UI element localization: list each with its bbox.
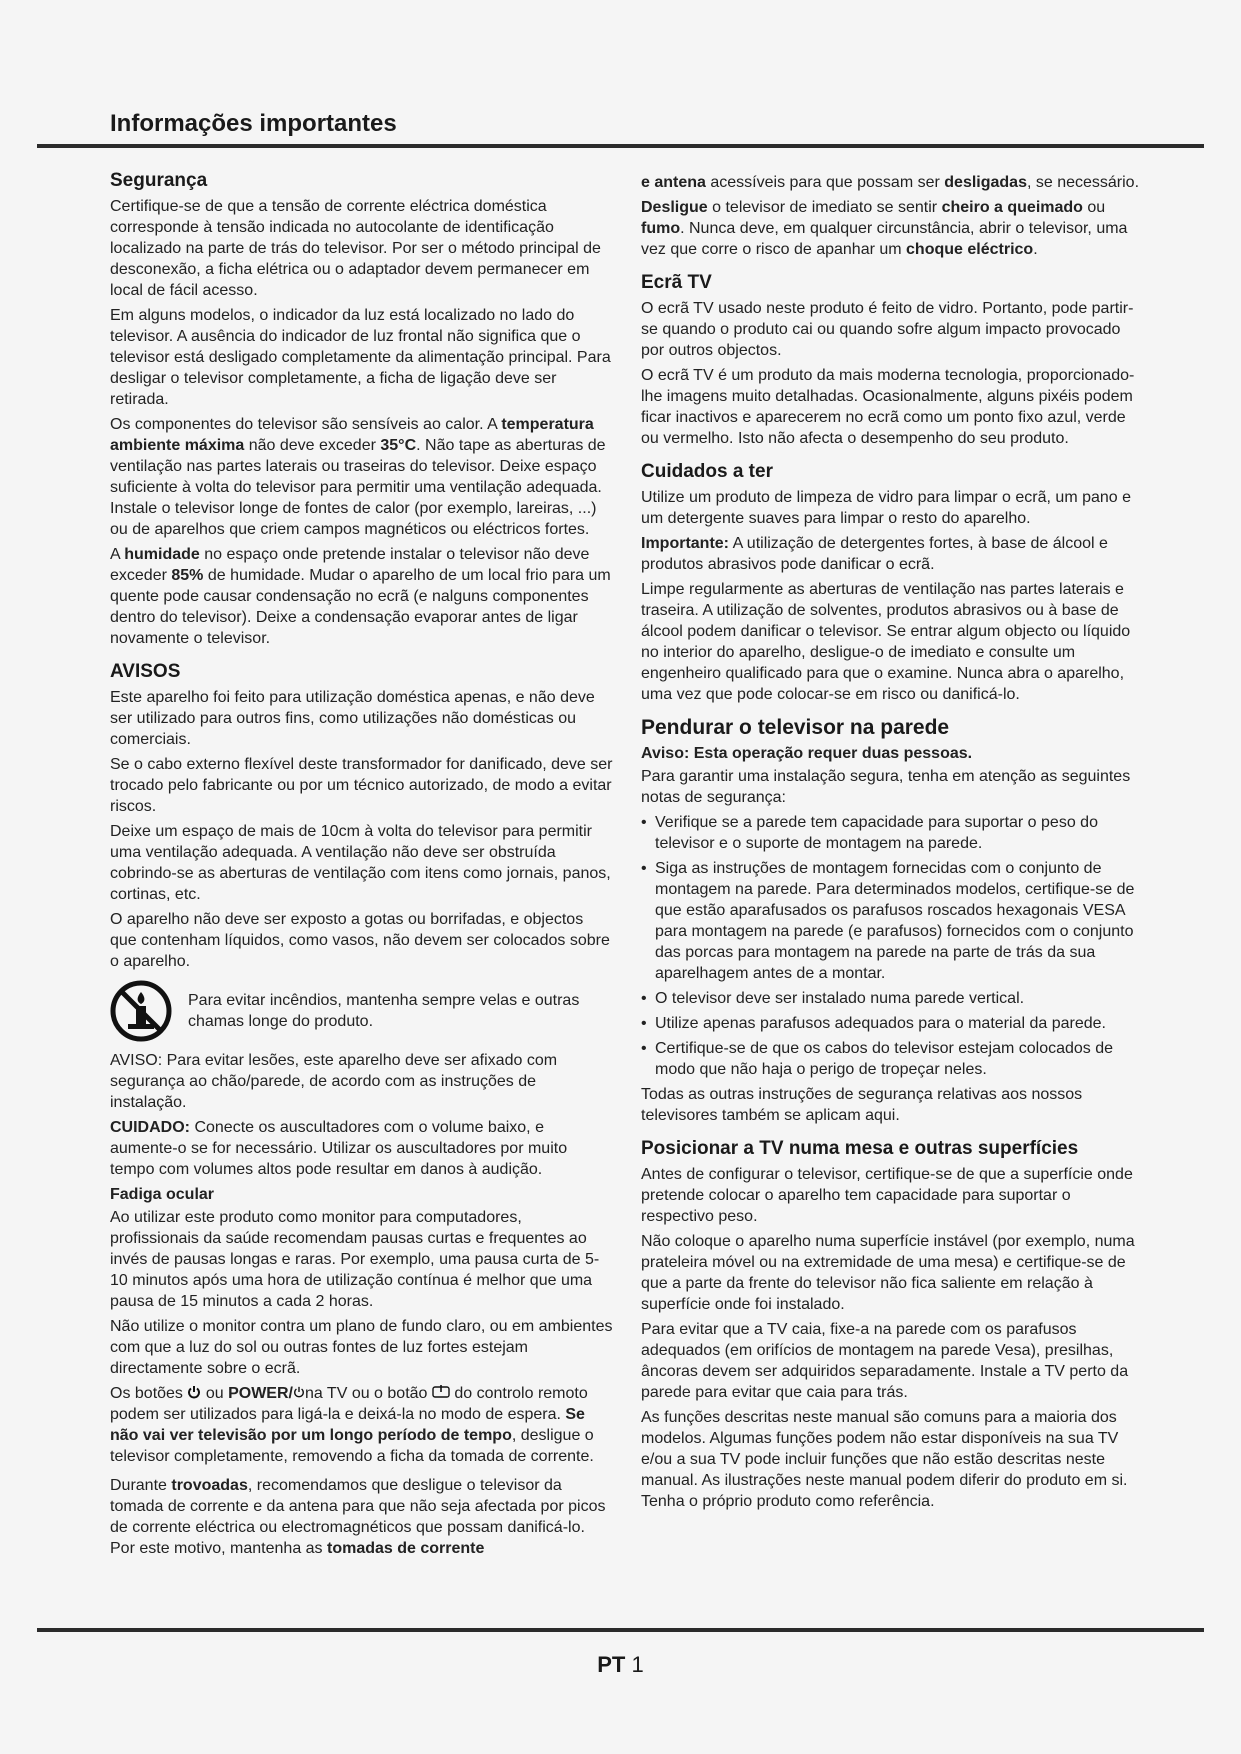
remote-power-icon — [432, 1385, 450, 1399]
paragraph: Antes de configurar o televisor, certifique-se de que a superfície onde pretende colocar o aparelho tem capacidade para suportar o respectivo peso. — [641, 1166, 1133, 1225]
paragraph: O aparelho não deve ser exposto a gotas ou borrifadas, e objectos que contenham líquidos, como vasos, não devem ser colocados sobre o aparelho. — [110, 911, 610, 970]
paragraph: Os botões ou POWER/ na TV ou o botão do controlo remoto podem ser utilizados para ligá-la e deixá-la no modo de espera. Se não vai ver televisão por um longo período de tempo, desligue o televisor completamente, removendo a ficha da tomada de corrente. — [110, 1385, 594, 1465]
paragraph: Certifique-se de que a tensão de corrente eléctrica doméstica corresponde à tensão indicada no autocolante de identificação localizado na parte de trás do televisor. Por ser o método principal de desconexão, a ficha elétrica ou o adaptador devem permanecer em local de fácil acesso. — [110, 198, 601, 299]
paragraph: Não utilize o monitor contra um plano de fundo claro, ou em ambientes com que a luz do sol ou outras fontes de luz fortes estejam directamente sobre o ecrã. — [110, 1318, 613, 1377]
list-item: • Siga as instruções de montagem fornecidas com o conjunto de montagem na parede. Para determinados modelos, certifique-se de que estão aparafusados os parafusos roscados hexagonais VESA para montagem na parede (e parafusos) fornecidos com o conjunto das porcas para montagem na parede na parte de trás da sua aparelhagem antes de a montar. — [641, 858, 1141, 984]
paragraph: AVISO: Para evitar lesões, este aparelho deve ser afixado com segurança ao chão/parede, de acordo com as instruções de instalação. — [110, 1052, 558, 1111]
paragraph: Limpe regularmente as aberturas de ventilação nas partes laterais e traseira. A utilização de solventes, produtos abrasivos ou à base de álcool podem danificar o televisor. Se entrar algum objecto ou líquido no interior do aparelho, desligue-o de imediato e consulte um engenheiro qualificado para que o examine. Nunca abra o aparelho, uma vez que pode colocar-se em risco ou danificá-lo. — [641, 581, 1131, 703]
paragraph: O ecrã TV é um produto da mais moderna tecnologia, proporcionado-lhe imagens muito detalhadas. Ocasionalmente, alguns pixéis podem ficar inactivos e aparecerem no ecrã como um ponto fixo azul, verde ou vermelho. Isto não afecta o desempenho do seu produto. — [641, 367, 1135, 447]
right-column — [641, 172, 1141, 1516]
paragraph: Não coloque o aparelho numa superfície instável (por exemplo, numa prateleira móvel ou na extremidade de uma mesa) e certifique-se de que a parte da frente do televisor não fica saliente em relação à superfície onde foi instalado. — [641, 1233, 1135, 1313]
paragraph: Ao utilizar este produto como monitor para computadores, profissionais da saúde recomendam pausas curtas e frequentes ao invés de pausas longas e raras. Por exemplo, uma pausa curta de 5-10 minutos após uma hora de utilização contínua é melhor que uma pausa de 15 minutos a cada 2 horas. — [110, 1209, 600, 1310]
parede-bullet-list — [641, 812, 1141, 1080]
paragraph: As funções descritas neste manual são comuns para a maioria dos modelos. Algumas funções podem não estar disponíveis na sua TV e/ou a sua TV pode incluir funções que não estão descritas neste manual. As ilustrações neste manual podem diferir do produto em si. Tenha o próprio produto como referência. — [641, 1409, 1128, 1510]
paragraph: Durante trovoadas, recomendamos que desligue o televisor da tomada de corrente e da antena para que não seja afectada por picos de corrente eléctrica ou electromagnéticos que possam danificá-lo. Por este motivo, mantenha as tomadas de corrente — [110, 1477, 606, 1557]
heading-avisos: AVISOS — [110, 661, 181, 682]
paragraph: A humidade no espaço onde pretende instalar o televisor não deve exceder 85% de humidade. Mudar o aparelho de um local frio para um quente pode causar condensação no ecrã (e nalguns componentes dentro do televisor). Deixe a condensação evaporar antes de ligar novamente o televisor. — [110, 546, 611, 647]
paragraph: CUIDADO: Conecte os auscultadores com o volume baixo, e aumente-o se for necessário. Utilizar os auscultadores por muito tempo com volumes altos pode resultar em danos à audição. — [110, 1119, 568, 1178]
fire-warning — [110, 980, 614, 1042]
paragraph: Os componentes do televisor são sensíveis ao calor. A temperatura ambiente máxima não deve exceder 35°C. Não tape as aberturas de ventilação nas partes laterais ou traseiras do televisor. Deixe espaço suficiente à volta do televisor para permitir uma ventilação adequada. Instale o televisor longe de fontes de calor (por exemplo, lareiras, ...) ou de aparelhos que criem campos magnéticos ou eléctricos fortes. — [110, 416, 606, 538]
heading-cuidados: Cuidados a ter — [641, 461, 773, 482]
paragraph: Em alguns modelos, o indicador da luz está localizado no lado do televisor. A ausência do indicador de luz frontal não significa que o televisor está desligado completamente da alimentação principal. Para desligar o televisor completamente, a ficha de ligação deve ser retirada. — [110, 307, 611, 408]
paragraph: Deixe um espaço de mais de 10cm à volta do televisor para permitir uma ventilação adequada. A ventilação não deve ser obstruída cobrindo-se as aberturas de ventilação com itens como jornais, panos, cortinas, etc. — [110, 823, 611, 903]
header-rule — [37, 144, 1204, 148]
paragraph: Se o cabo externo flexível deste transformador for danificado, deve ser trocado pelo fabricante ou por um técnico autorizado, de modo a evitar riscos. — [110, 756, 613, 815]
paragraph: Todas as outras instruções de segurança relativas aos nossos televisores também se aplicam aqui. — [641, 1086, 1083, 1124]
power-icon — [293, 1385, 305, 1399]
paragraph: Para evitar que a TV caia, fixe-a na parede com os parafusos adequados (em orifícios de montagem na parede Vesa), presilhas, âncoras devem ser adquiridos separadamente. Instale a TV perto da parede para evitar que caia para trás. — [641, 1321, 1129, 1401]
paragraph: Desligue o televisor de imediato se sentir cheiro a queimado ou fumo. Nunca deve, em qualquer circunstância, abrir o televisor, uma vez que corre o risco de apanhar um choque eléctrico. — [641, 199, 1128, 258]
list-item: • Verifique se a parede tem capacidade para suportar o peso do televisor e o suporte de montagem na parede. — [641, 812, 1141, 854]
heading-mesa: Posicionar a TV numa mesa e outras superfícies — [641, 1138, 1079, 1159]
power-icon — [187, 1385, 201, 1399]
parede-warning: Aviso: Esta operação requer duas pessoas. — [641, 745, 973, 762]
fire-warning-text: Para evitar incêndios, mantenha sempre velas e outras chamas longe do produto. — [188, 992, 580, 1030]
heading-ecra: Ecrã TV — [641, 272, 712, 293]
page-number: PT 1 — [597, 1652, 644, 1677]
paragraph: Este aparelho foi feito para utilização doméstica apenas, e não deve ser utilizado para outros fins, como utilizações não domésticas ou comerciais. — [110, 689, 595, 748]
page-title: Informações importantes — [110, 110, 397, 137]
list-item: • Certifique-se de que os cabos do televisor estejam colocados de modo que não haja o perigo de tropeçar neles. — [641, 1038, 1141, 1080]
list-item: • Utilize apenas parafusos adequados para o material da parede. — [641, 1013, 1141, 1034]
paragraph: O ecrã TV usado neste produto é feito de vidro. Portanto, pode partir-se quando o produto cai ou quando sofre algum impacto provocado por outros objectos. — [641, 300, 1134, 359]
footer-rule — [37, 1628, 1204, 1632]
paragraph: Importante: A utilização de detergentes fortes, à base de álcool e produtos abrasivos pode danificar o ecrã. — [641, 535, 1108, 573]
heading-seguranca: Segurança — [110, 170, 208, 191]
paragraph: e antena acessíveis para que possam ser desligadas, se necessário. — [641, 174, 1140, 191]
left-column — [110, 170, 614, 1563]
heading-parede: Pendurar o televisor na parede — [641, 716, 950, 739]
paragraph: Utilize um produto de limpeza de vidro para limpar o ecrã, um pano e um detergente suaves para limpar o resto do aparelho. — [641, 489, 1132, 527]
list-item: • O televisor deve ser instalado numa parede vertical. — [641, 988, 1141, 1009]
no-candle-icon — [110, 980, 172, 1042]
heading-fadiga: Fadiga ocular — [110, 1186, 215, 1203]
paragraph: Para garantir uma instalação segura, tenha em atenção as seguintes notas de segurança: — [641, 768, 1131, 806]
